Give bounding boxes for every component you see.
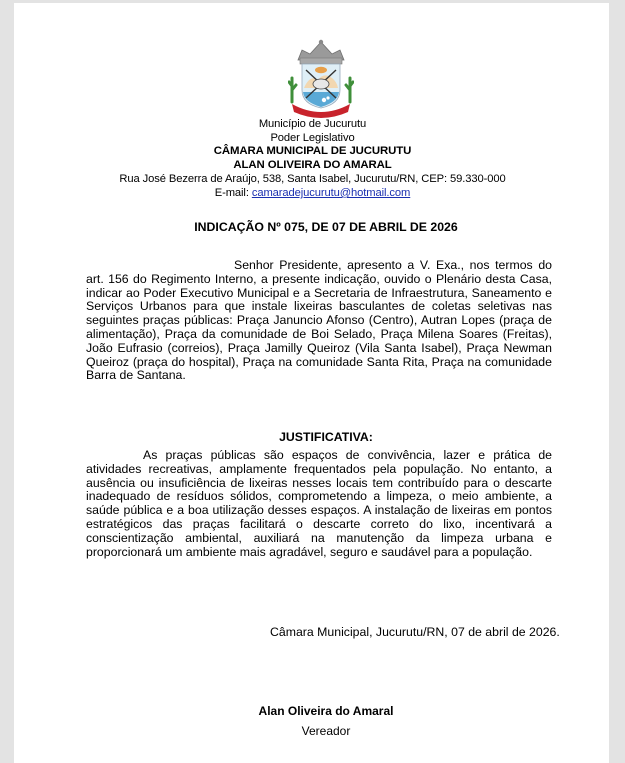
signatory-role: Vereador — [301, 724, 351, 738]
email-link[interactable]: camaradejucurutu@hotmail.com — [251, 187, 411, 199]
email-label: E-mail: — [214, 187, 252, 199]
justification-heading: JUSTIFICATIVA: — [279, 430, 373, 444]
coat-of-arms-icon — [288, 38, 354, 118]
signatory-name: Alan Oliveira do Amaral — [258, 704, 394, 718]
address-line: Rua José Bezerra de Araújo, 538, Santa Isabel, Jucurutu/RN, CEP: 59.330-000 — [119, 173, 506, 185]
municipality-line: Município de Jucurutu — [258, 118, 367, 130]
branch-line: Poder Legislativo — [270, 132, 355, 144]
justification-paragraph — [86, 449, 552, 559]
councilor-name: ALAN OLIVEIRA DO AMARAL — [233, 159, 392, 171]
email-line — [0, 186, 625, 200]
place-date: Câmara Municipal, Jucurutu/RN, 07 de abril de 2026. — [270, 625, 560, 639]
document-title: INDICAÇÃO Nº 075, DE 07 DE ABRIL DE 2026 — [194, 220, 458, 234]
justification-text: As praças públicas são espaços de convivência, lazer e prática de atividades recreativas, amplamente frequentados pela população. No entanto, a ausência ou insuficiência de lixeiras nesses locais tem contribuído para o descarte inadequado de resíduos sólidos, comprometendo a limpeza, o meio ambiente, a saúde pública e a boa utilização desses espaços. A instalação de lixeiras em pontos estratégicos das praças facilitará o descarte correto do lixo, incentivará a conscientização ambiental, auxiliará na manutenção da limpeza urbana e proporcionará um ambiente mais agradável, seguro e saudável para a população. — [86, 448, 552, 559]
chamber-name: CÂMARA MUNICIPAL DE JUCURUTU — [213, 145, 412, 157]
body-paragraph — [86, 259, 552, 383]
body-text: Senhor Presidente, apresento a V. Exa., nos termos do art. 156 do Regimento Interno, a presente indicação, ouvido o Plenário desta Casa, indicar ao Poder Executivo Municipal e a Secretaria de Infraestrutura, Saneamento e Serviços Urbanos para que instale lixeiras basculantes de coletas seletivas nas seguintes praças públicas: Praça Januncio Afonso (Centro), Autran Lopes (praça de alimentação), Praça da comunidade de Boi Selado, Praça Milena Soares (Freitas), João Eufrasio (correios), Praça Jamilly Queiroz (Vila Santa Isabel), Praça Newman Queiroz (praça do hospital), Praça na comunidade Santa Rita, Praça na comunidade Barra de Santana. — [86, 258, 552, 383]
